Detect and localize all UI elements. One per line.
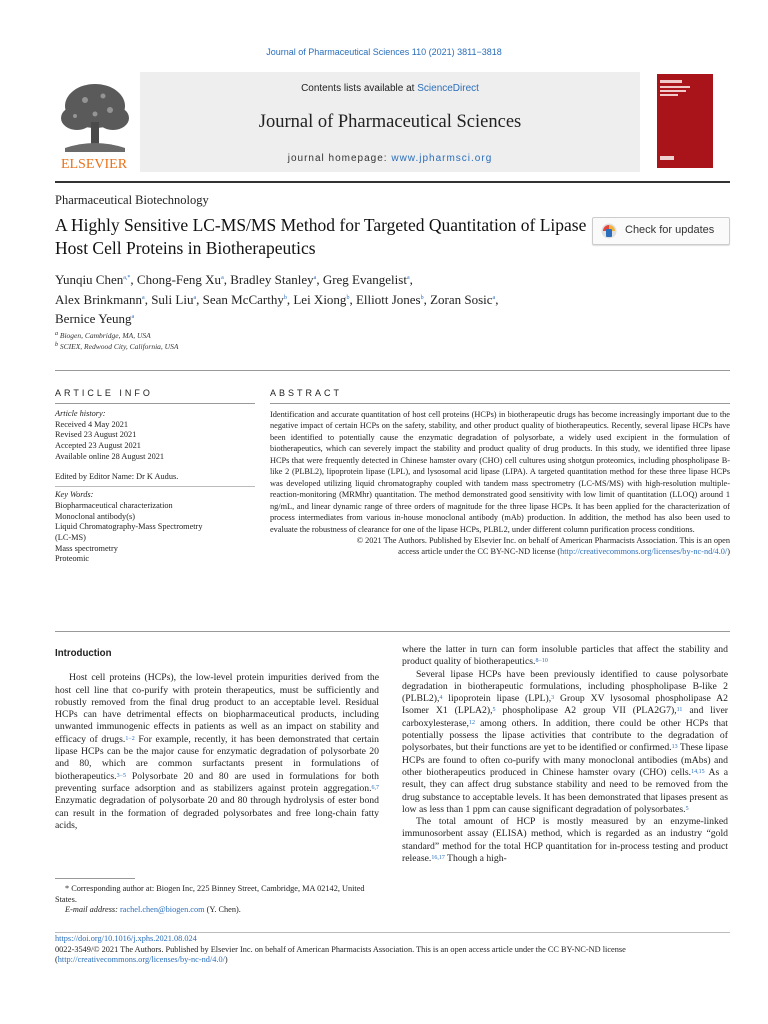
author-name: Alex Brinkmann [55, 291, 143, 307]
article-info-panel [55, 409, 255, 565]
history-accepted: Accepted 23 August 2021 [55, 441, 141, 451]
text-run: Host cell proteins (HCPs), the low-level protein impurities derived from the host cell line that co-purify with protein therapeutics, must be sufficiently and robustly removed from the final drug product to an acceptable level. Residual HCPs can have detrimental effects on biopharmaceutical products, including unwanted immunogenic effects in patients as well as an impact on stability and efficacy of drugs. [55, 672, 379, 745]
check-for-updates-button[interactable] [592, 217, 730, 245]
author-name: Bradley Stanley [230, 272, 314, 287]
author-affiliation-marker[interactable]: a [131, 314, 135, 320]
doi-link[interactable]: https://doi.org/10.1016/j.xphs.2021.08.024 [55, 934, 197, 943]
citation-link[interactable]: 3 [551, 695, 555, 702]
author-separator: , [286, 291, 294, 307]
issn-line: 0022-3549/© 2021 The Authors. Published by Elsevier Inc. on behalf of American Pharmacists Association. This is an open access article under the CC BY-NC-ND license [55, 944, 626, 954]
text-run: phospholipase A2 group VII (PLA2G7), [495, 705, 677, 717]
author-affiliation-marker[interactable]: a,* [123, 275, 131, 281]
author-affiliation-marker[interactable]: a [142, 294, 145, 301]
history-revised: Revised 23 August 2021 [55, 430, 137, 440]
text-run: Though a high- [444, 853, 507, 865]
abstract-rule [270, 403, 730, 404]
author-list [55, 270, 615, 329]
author-name: Greg Evangelist [322, 272, 407, 287]
affiliation-a: $^a$ Biogen, Cambridge, MA, USA [55, 331, 151, 340]
author-affiliation-marker[interactable]: a [492, 294, 496, 301]
paragraph [402, 816, 728, 865]
citation-link[interactable]: 14,15 [691, 768, 705, 775]
author-name: Bernice Yeung [55, 311, 132, 326]
text-run: For example, recently, it has been demonstrated that certain lipase HCPs can be the major cause for enzymatic degradation of polysorbate 20 and 80, which are common surfactants present in formulations of biotherapeutics. [55, 733, 380, 782]
author-affiliation-marker[interactable]: a [193, 294, 197, 301]
author-affiliation-marker[interactable]: b [346, 294, 350, 301]
corresponding-author-note: * Corresponding author at: Biogen Inc, 225 Binney Street, Cambridge, MA 02142, United States. [55, 884, 365, 904]
section-label: Pharmaceutical Biotechnology [55, 193, 209, 207]
citation-link[interactable]: 8−10 [535, 658, 548, 665]
keyword: Mass spectrometry [55, 543, 118, 553]
contents-prefix: Contents lists available at [301, 83, 418, 94]
check-updates-label: Check for updates [625, 224, 715, 236]
text-run: Enzymatic degradation of polysorbate 20 and 80 through hydrolysis of ester bond can result in the formation of degraded polysorbates and free long-chain fatty acids, [55, 795, 379, 831]
sciencedirect-link[interactable]: ScienceDirect [417, 83, 479, 94]
homepage-link[interactable]: www.jpharmsci.org [391, 153, 493, 164]
author-affiliation-marker[interactable]: b [420, 294, 424, 301]
author-separator: , [316, 272, 323, 287]
author-separator: , [223, 272, 231, 287]
header-rule [55, 181, 730, 183]
article-info-rule [55, 403, 255, 404]
abstract-end-rule [55, 631, 730, 632]
bottom-license-line: (http://creativecommons.org/licenses/by-nc-nd/4.0/) [55, 955, 228, 964]
affiliation-rule [55, 370, 730, 371]
abstract-text: Identification and accurate quantitation of host cell proteins (HCPs) in biotherapeutic drugs has become increasingly important due to the negative impact of certain HCPs on the safety, stability, and other product quality of biotherapeutics. Recently, several lipase HCPs have been identified to potentially cause the enzymatic degradation of polysorbate, a widely used excipient in the formulation of biotherapeutics, which can severely impact the stability and product quality of drug products. In this study, we identified three lipase HCPs that were frequently detected in Chinese hamster ovary (CHO) cell cultures using shotgun proteomics, including phospholipase B-like 2 (PLBL2), lipoprotein lipase (LPL), and lysosomal acid lipase (LIPA). A targeted quantitation method for these three lipase HCPs was developed utilizing liquid chromatography coupled with tandem mass spectrometry (LC-MS/MS) with high-resolution multiple-reaction-monitoring (MRMhr) quantitation. The method demonstrated good sensitivity with low limit of quantitation (LLOQ) around 1 ng/mL, and linear dynamic range of three orders of magnitude for the three lipase HCPs. It has been applied for the characterization of process intermediates from various in-house monoclonal antibody (mAb) production. In addition, the method has also been used to evaluate the robustness of clearance for one of the lipase HCPs, PLBL2, under different column purification process conditions. [270, 410, 730, 534]
homepage-line [140, 153, 640, 164]
author-separator: , [349, 291, 356, 307]
citation-link[interactable]: 5 [685, 805, 689, 812]
footnote [55, 884, 385, 916]
footnote-rule [55, 878, 135, 879]
text-run: lipoprotein lipase (LPL), [442, 693, 552, 705]
author-affiliation-marker[interactable]: b [283, 294, 287, 301]
license-link[interactable]: http://creativecommons.org/licenses/by-nc-nd/4.0/ [560, 547, 728, 557]
text-run: These lipase HCPs are found to often co-purify with many monoclonal antibodies (mAbs) and other biotherapeutics produced in Chinese hamster ovary (CHO) cells. [402, 742, 728, 778]
history-received: Received 4 May 2021 [55, 419, 129, 429]
bottom-license-link[interactable]: http://creativecommons.org/licenses/by-nc-nd/4.0/ [57, 955, 225, 964]
affiliations [55, 330, 178, 352]
introduction-heading: Introduction [55, 648, 112, 659]
author-affiliation-marker[interactable]: a [313, 275, 317, 281]
keyword: Biopharmaceutical characterization [55, 500, 173, 510]
info-separator [55, 486, 255, 487]
author-separator: , [495, 291, 499, 307]
text-run: where the latter in turn can form insoluble particles that affect the stability and product quality of biotherapeutics. [402, 644, 728, 668]
paragraph [402, 669, 728, 817]
author-separator: , [196, 291, 203, 307]
citation-link[interactable]: 1−2 [125, 735, 135, 742]
elsevier-wordmark: ELSEVIER [60, 157, 128, 172]
text-run: The total amount of HCP is mostly measured by an enzyme-linked immunosorbent assay (ELISA) method, which is regarded as an industry “gold standard” method for the total HCP quantitation for in-process testing and product release. [402, 816, 728, 865]
author-name: Lei Xiong [293, 291, 347, 307]
contents-line [140, 83, 640, 94]
citation-link[interactable]: 13 [671, 744, 678, 751]
author-name: Zoran Sosic [430, 291, 493, 307]
history-online: Available online 28 August 2021 [55, 451, 165, 461]
author-separator: , [130, 272, 137, 287]
author-name: Elliott Jones [355, 291, 421, 307]
email-link[interactable]: rachel.chen@biogen.com [120, 905, 205, 914]
abstract-copyright: © 2021 The Authors. Published by Elsevier Inc. on behalf of American Pharmacists Association. This is an open access article under the CC BY-NC-ND license (http://creativecommons.org/licenses/by-nc-nd/4.0/) [356, 535, 730, 557]
homepage-prefix: journal homepage: [287, 153, 392, 164]
affiliation-b: $^b$ SCIEX, Redwood City, California, USA [55, 342, 179, 351]
author-separator: , [409, 272, 413, 287]
citation-link[interactable]: 3−5 [116, 772, 126, 779]
elsevier-logo [55, 78, 133, 173]
keyword: Monoclonal antibody(s) [55, 511, 135, 521]
bottom-rule [55, 932, 730, 933]
citation-link[interactable]: 5 [492, 707, 496, 714]
author-name: Yunqiu Chen [55, 272, 124, 287]
citation-link[interactable]: 4 [439, 695, 443, 702]
keyword: Liquid Chromatography-Mass Spectrometry [55, 522, 203, 532]
abstract-heading: ABSTRACT [270, 388, 343, 398]
email-line: E-mail address: rachel.chen@biogen.com (Y. Chen). [65, 905, 241, 914]
paragraph [55, 672, 379, 832]
keyword: Proteomic [55, 554, 90, 564]
body-column-left [55, 648, 379, 832]
journal-reference[interactable]: Journal of Pharmaceutical Sciences 110 (2021) 3811−3818 [266, 47, 502, 57]
text-run: and liver carboxylesterase, [402, 705, 728, 729]
text-run: Group XV lysosomal phospholipase A2 Isomer X1 (LPLA2), [402, 693, 728, 717]
author-affiliation-marker[interactable]: a [221, 275, 224, 281]
citation-link[interactable]: 6,7 [371, 784, 379, 791]
keyword: (LC-MS) [55, 533, 86, 543]
article-title: A Highly Sensitive LC-MS/MS Method for Targeted Quantitation of Lipase Host Cell Proteins in Biotherapeutics [55, 215, 587, 258]
article-info-heading: ARTICLE INFO [55, 388, 153, 398]
keywords-label: Key Words: [55, 490, 94, 500]
text-run: Polysorbate 20 and 80 are used in formulations for both preventing surface adsorption and as stabilizers against protein aggregation. [55, 770, 379, 794]
text-run: As a result, they can affect drug substance stability and need to be removed from the drug substance to acceptable levels. It has been demonstrated that lipases present as low as less than 1 ppm can cause significant degradation of polysorbates. [402, 766, 728, 815]
editor-line: Edited by Editor Name: Dr K Audus. [55, 471, 179, 481]
journal-cover-image [657, 74, 713, 168]
elsevier-tree-icon [55, 78, 133, 173]
citation-link[interactable]: 12 [468, 719, 475, 726]
body-column-right [402, 644, 728, 865]
journal-title: Journal of Pharmaceutical Sciences [258, 112, 522, 132]
text-run: among others. In addition, there could be other HCPs that potentially possess the lipase activities that contribute to the degradation of polysorbates, but their functions are yet to be identified or confirmed. [402, 717, 728, 754]
citation-link[interactable]: 16,17 [431, 855, 445, 862]
author-name: Sean McCarthy [202, 291, 284, 307]
author-affiliation-marker[interactable]: a [406, 275, 410, 281]
abstract-body [270, 409, 730, 558]
check-updates-icon [600, 223, 618, 239]
author-separator: , [423, 291, 431, 307]
author-name: Chong-Feng Xu [136, 272, 222, 287]
author-name: Suli Liu [151, 291, 194, 307]
history-label: Article history: [55, 409, 106, 418]
paragraph [402, 644, 728, 669]
text-run: Several lipase HCPs have been previously identified to cause polysorbate degradation in biotherapeutic formulations, including phospholipase B-like 2 (PLBL2), [402, 668, 728, 705]
citation-link[interactable]: 11 [676, 707, 683, 714]
bottom-matter [55, 934, 735, 966]
author-separator: , [144, 291, 152, 307]
